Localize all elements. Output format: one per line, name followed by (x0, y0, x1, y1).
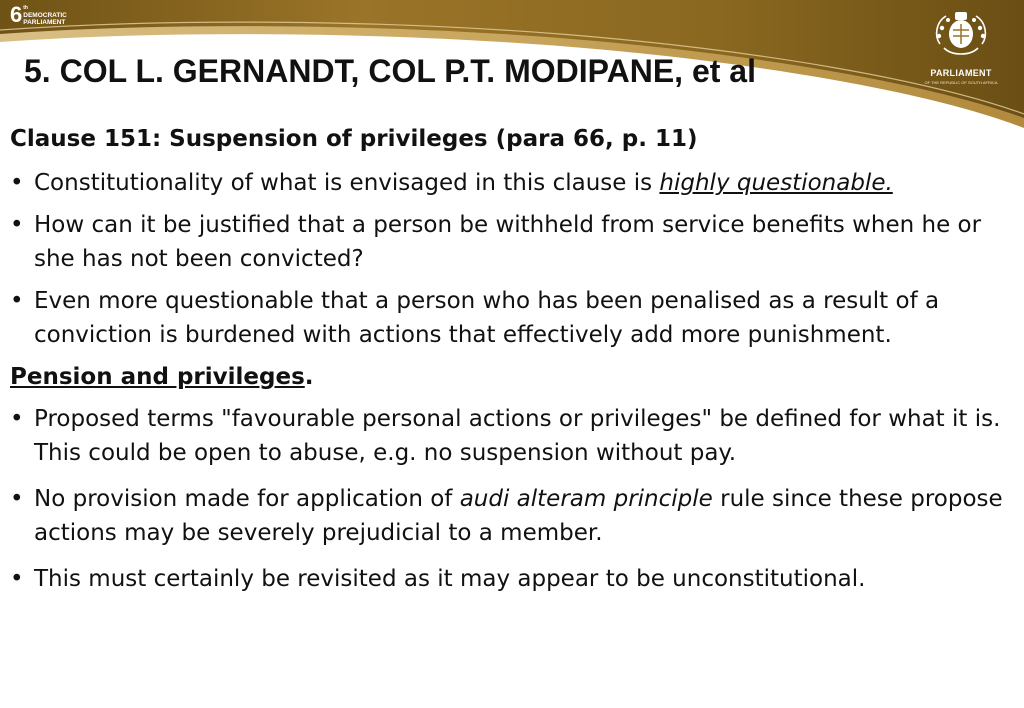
logo-superscript: th (23, 5, 28, 11)
logo-line2: PARLIAMENT (23, 19, 66, 26)
pension-heading-text: Pension and privileges (10, 364, 305, 390)
clause-151-bullet-list (10, 166, 1010, 352)
bullet-item (10, 482, 1010, 550)
crest-subtitle: OF THE REPUBLIC OF SOUTH AFRICA (924, 80, 998, 85)
pension-heading-suffix: . (304, 364, 314, 390)
bullet-italic: audi alteram principle (459, 486, 713, 512)
bullet-item (10, 166, 1010, 200)
bullet-text: Constitutionality of what is envisaged in this clause is (34, 170, 660, 196)
slide-title: 5. COL L. GERNANDT, COL P.T. MODIPANE, et al (24, 53, 756, 89)
logo-number: 6 (10, 2, 23, 27)
section-heading-clause-151: Clause 151: Suspension of privileges (para 66, p. 11) (10, 126, 698, 152)
bullet-item: • Even more questionable that a person who has been penalised as a result of a conviction is burdened with actions that effectively add more punishment. (10, 284, 1010, 352)
bullet-item: • How can it be justified that a person be withheld from service benefits when he or she has not been convicted? (10, 208, 1010, 276)
bullet-text: No provision made for application of (34, 486, 460, 512)
slide-content (10, 124, 1010, 596)
sixth-parliament-logo (10, 4, 67, 26)
bullet-item: • Proposed terms "favourable personal actions or privileges" be defined for what it is. This could be open to abuse, e.g. no suspension without pay. (10, 402, 1010, 470)
parliament-crest-icon (928, 8, 994, 60)
pension-bullet-list (10, 402, 1010, 596)
bullet-item: • This must certainly be revisited as it may appear to be unconstitutional. (10, 562, 1010, 596)
section-heading-pension (10, 362, 1010, 392)
bullet-emphasis: highly questionable. (659, 170, 893, 196)
logo-line1: DEMOCRATIC (23, 12, 67, 19)
crest-title: PARLIAMENT (930, 68, 992, 78)
bullet-text-end: rule since these propose actions may be severely prejudicial to a member. (34, 486, 1003, 546)
logo-text (23, 4, 67, 26)
